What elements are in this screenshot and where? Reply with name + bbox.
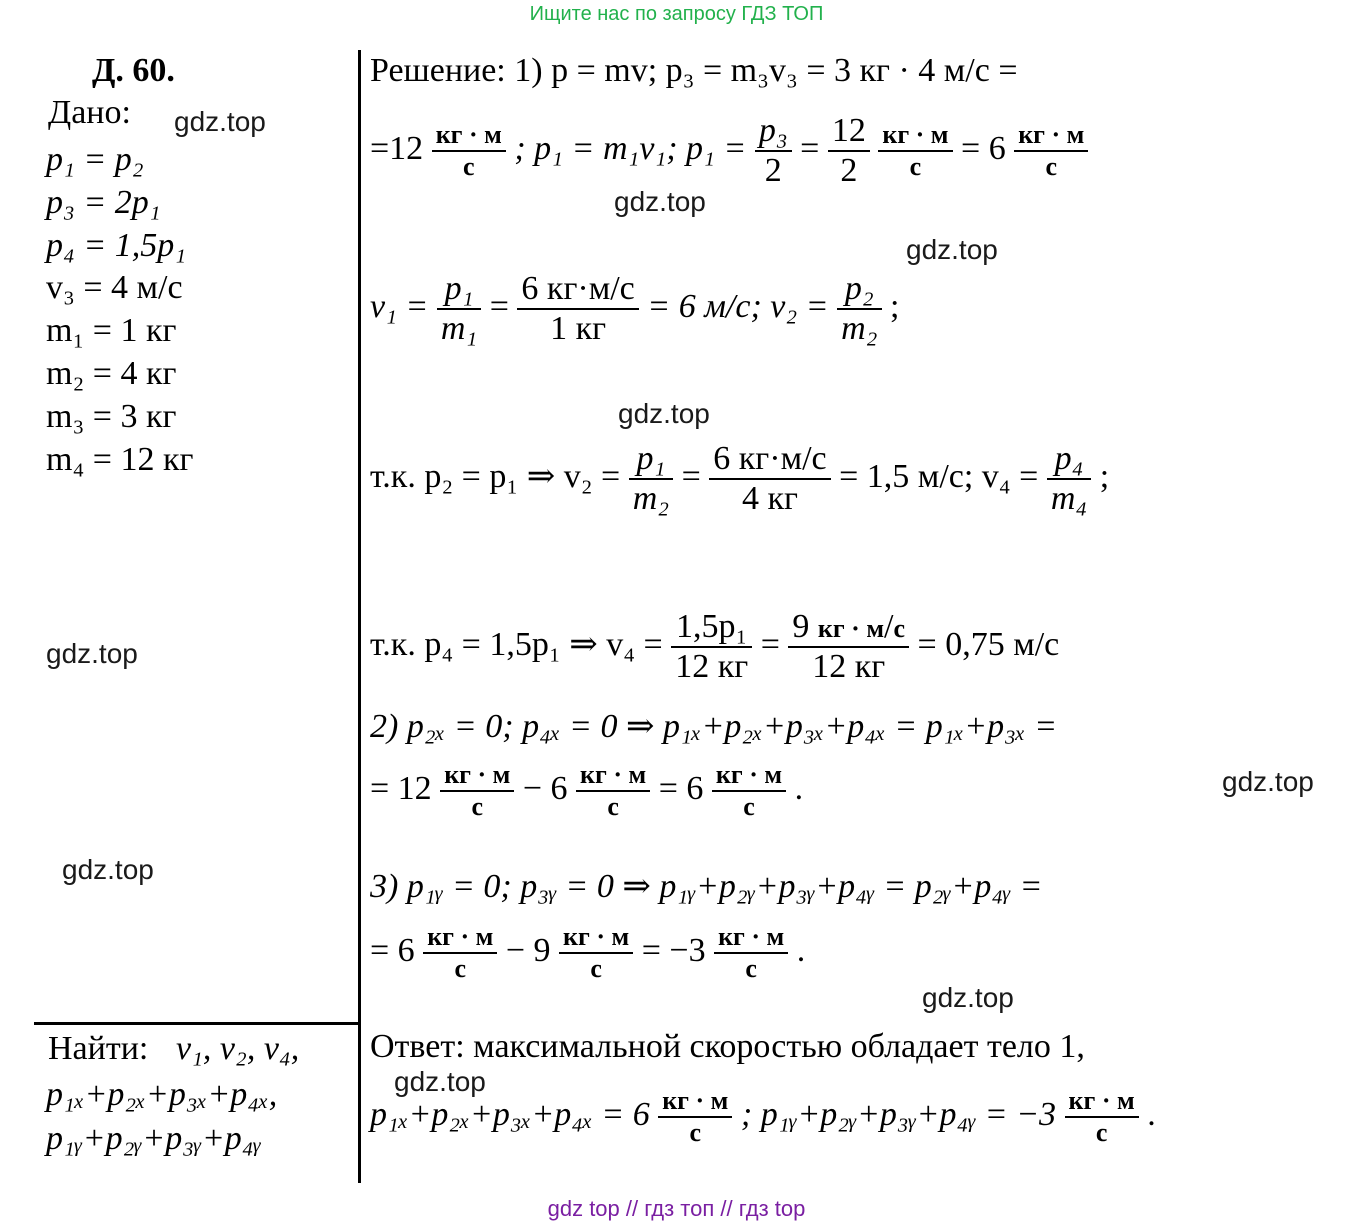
fraction-num: 6 кг·м/с [709, 440, 830, 480]
fraction-den: с [454, 954, 467, 983]
fraction-num: p₂ [837, 270, 881, 310]
fraction-den: 12 кг [675, 648, 749, 685]
text: т.к. p₂ = p₁ ⇒ v₂ = [370, 457, 621, 495]
fraction [440, 760, 514, 822]
given-item: m₂ = 4 кг [46, 355, 177, 392]
fraction-num: 12 [828, 112, 870, 152]
fraction-num: p₁ [437, 270, 481, 310]
watermark: gdz.top [174, 106, 266, 137]
fraction-num: кг · м [559, 922, 633, 954]
top-banner[interactable]: Ищите нас по запросу ГДЗ ТОП [529, 3, 824, 25]
fraction [837, 270, 881, 348]
fraction [755, 112, 792, 190]
answer-line: Ответ: максимальной скоростью обладает тело 1, [370, 1028, 1085, 1065]
watermark: gdz.top [1222, 766, 1314, 797]
solution-line-5: т.к. p₄ = 1,5p₁ ⇒ v₄ = $\frac{\text{1,5p₁}}{12 кг}$ = $\frac{9 кг \cdot м/с}{12 кг}$ = 0,75 м/с [370, 608, 1060, 685]
watermark: gdz.top [922, 982, 1014, 1013]
fraction-num: кг · м [658, 1086, 732, 1118]
fraction [714, 922, 788, 984]
fraction-den: с [743, 792, 755, 821]
fraction-den: m₂ [841, 310, 878, 347]
fraction [788, 608, 909, 686]
fraction-num: кг · м [432, 120, 506, 152]
fraction-num: p₁ [629, 440, 673, 480]
fraction [576, 760, 650, 822]
solution-line-1: Решение: 1) p = mv; p₃ = m₃v₃ = 3 кг · 4 м/с = [370, 52, 1018, 89]
fraction-num: кг · м [576, 760, 650, 792]
text: = 1,5 м/с; v₄ = [839, 457, 1039, 495]
given-item: p₃ = 2p₁ [46, 184, 161, 221]
solution-line-3: v₁ = $\frac{\text{p₁}}{\text{m₁}}$ = $\frac{6 кг\cdot м/с}{1 кг}$ = 6 м/с; v₂ = $\frac{\text{p₂}}{\text{m₂}}$ ; [370, 270, 900, 347]
horizontal-divider [34, 1022, 360, 1025]
find-item: p₁ᵧ+p₂ᵧ+p₃ᵧ+p₄ᵧ [46, 1120, 262, 1157]
find-item: v₁, v₂, v₄, [176, 1030, 300, 1067]
fraction-den: с [745, 954, 757, 983]
solution-line-4: т.к. p₂ = p₁ ⇒ v₂ = $\frac{\text{p₁}}{\text{m₂}}$ = $\frac{6 кг\cdot м/с}{4 кг}$ = 1,5 м/с; v₄ = $\frac{\text{p₄}}{\text{m₄}}$ ; [370, 440, 1110, 517]
fraction [671, 608, 752, 686]
fraction-num: кг · м [440, 760, 514, 792]
fraction [1047, 440, 1091, 518]
fraction-den: 1 кг [550, 310, 607, 347]
text: = 6 м/с; v₂ = [647, 287, 829, 325]
fraction-den: с [689, 1118, 702, 1147]
fraction-den: с [590, 954, 602, 983]
given-label: Дано: [48, 94, 131, 131]
watermark: gdz.top [62, 854, 154, 885]
vertical-divider [358, 50, 361, 1183]
problem-number: Д. 60. [92, 52, 175, 89]
fraction-num: 1,5p₁ [671, 608, 752, 648]
text: = 0,75 м/с [917, 625, 1060, 663]
text: = 12 [370, 769, 432, 807]
given-item: v₃ = 4 м/с [46, 269, 183, 306]
fraction-den: с [471, 792, 484, 821]
given-item: m₄ = 12 кг [46, 441, 194, 478]
fraction-den: m₂ [632, 480, 670, 517]
text: v₁ = [370, 287, 429, 325]
text: p₁ₓ+p₂ₓ+p₃ₓ+p₄ₓ = 6 [370, 1095, 650, 1133]
fraction-num: 9 кг · м/с [788, 608, 909, 648]
fraction [629, 440, 673, 518]
solution-line-2: =12 $\frac{кг \cdot м}{с}$ ; p₁ = m₁v₁; p₁ = $\frac{\text{p₃}}{2}$ = $\frac{12}{2}$ $\frac{кг \cdot м}{с}$ = 6 $\frac{кг \cdot м}{с}$ [370, 112, 1088, 190]
fraction-num: p₄ [1047, 440, 1091, 480]
footer[interactable]: gdz top // гдз топ // гдз top [547, 1196, 806, 1221]
fraction-den: с [1095, 1118, 1108, 1147]
fraction [559, 922, 633, 984]
text: . [1147, 1095, 1156, 1133]
solution-line-9 [370, 922, 805, 984]
unit: кг · м [817, 614, 885, 643]
solution-line-7 [370, 760, 803, 822]
fraction-den: 12 кг [812, 648, 886, 685]
text: =12 [370, 129, 424, 167]
text: ; p₁ᵧ+p₂ᵧ+p₃ᵧ+p₄ᵧ = −3 [740, 1095, 1057, 1133]
fraction-num: кг · м [714, 922, 788, 954]
text: . [794, 769, 804, 807]
given-item: p₁ = p₂ [46, 141, 144, 178]
fraction [1014, 120, 1088, 182]
text: ; [890, 287, 900, 325]
watermark: gdz.top [906, 234, 998, 265]
watermark: gdz.top [46, 638, 138, 669]
given-item: p₄ = 1,5p₁ [46, 227, 187, 264]
find-item: p₁ₓ+p₂ₓ+p₃ₓ+p₄ₓ, [46, 1076, 278, 1113]
fraction-num: кг · м [878, 120, 952, 152]
coef: 9 [792, 608, 810, 645]
fraction [712, 760, 786, 822]
text: т.к. p₄ = 1,5p₁ ⇒ v₄ = [370, 625, 663, 663]
watermark: gdz.top [618, 398, 710, 429]
answer-line-2 [370, 1086, 1156, 1148]
text: − 9 [505, 931, 551, 969]
fraction [517, 270, 638, 348]
fraction-num: 6 кг·м/с [517, 270, 638, 310]
solution-line-6: 2) p₂ₓ = 0; p₄ₓ = 0 ⇒ p₁ₓ+p₂ₓ+p₃ₓ+p₄ₓ = p₁ₓ+p₃ₓ = [370, 708, 1058, 745]
fraction [658, 1086, 732, 1148]
fraction [423, 922, 497, 984]
unit: с [893, 614, 906, 643]
text: = 6 [658, 769, 704, 807]
text: = −3 [641, 931, 706, 969]
watermark: gdz.top [614, 186, 706, 217]
fraction [1065, 1086, 1139, 1148]
fraction-den: с [607, 792, 619, 821]
fraction [432, 120, 506, 182]
fraction-num: кг · м [1014, 120, 1088, 152]
text: . [796, 931, 806, 969]
find-label: Найти: [48, 1030, 149, 1067]
text: ; [1099, 457, 1110, 495]
fraction [437, 270, 481, 348]
given-item: m₃ = 3 кг [46, 398, 177, 435]
fraction [878, 120, 952, 182]
fraction-den: 4 кг [741, 480, 798, 517]
solution-line-8: 3) p₁ᵧ = 0; p₃ᵧ = 0 ⇒ p₁ᵧ+p₂ᵧ+p₃ᵧ+p₄ᵧ = p₂ᵧ+p₄ᵧ = [370, 868, 1043, 905]
given-item: m₁ = 1 кг [46, 312, 177, 349]
fraction-num: кг · м [423, 922, 497, 954]
watermark: gdz.top [394, 1066, 486, 1097]
fraction [828, 112, 870, 190]
fraction-den: с [463, 152, 475, 181]
fraction-den: с [1045, 152, 1058, 181]
fraction-den: m₁ [440, 310, 478, 347]
text: = 6 [370, 931, 415, 969]
text: = 6 [961, 129, 1006, 167]
fraction [709, 440, 830, 518]
fraction-den: 2 [840, 152, 858, 189]
text: − 6 [522, 769, 568, 807]
text: ; p₁ = m₁v₁; p₁ = [514, 129, 747, 167]
fraction-num: кг · м [712, 760, 786, 792]
fraction-den: 2 [764, 152, 782, 189]
fraction-num: p₃ [755, 112, 792, 152]
fraction-den: с [909, 152, 922, 181]
fraction-den: m₄ [1050, 480, 1088, 517]
fraction-num: кг · м [1065, 1086, 1139, 1118]
